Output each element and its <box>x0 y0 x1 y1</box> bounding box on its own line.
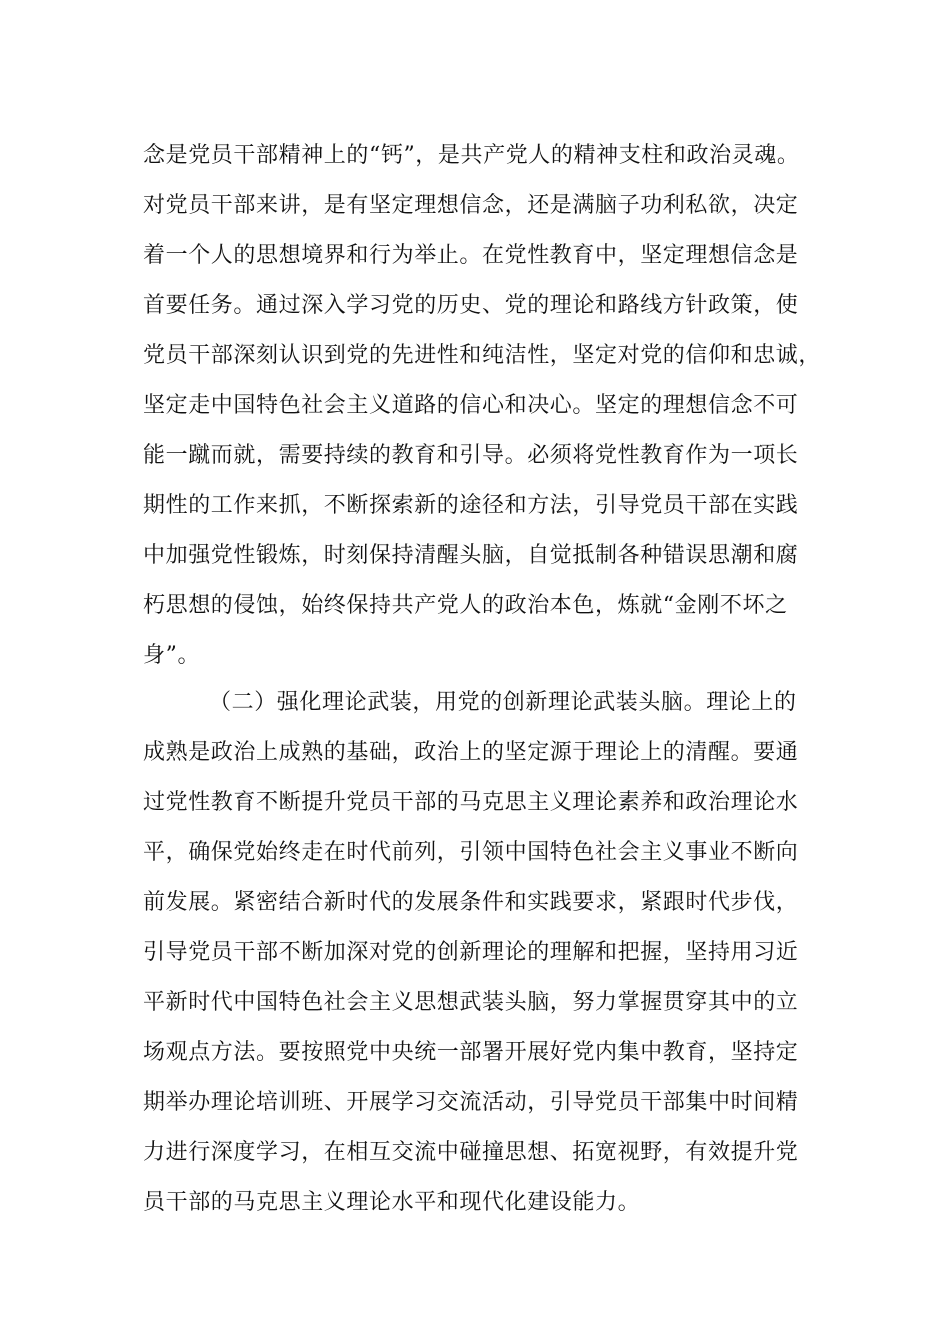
paragraph-line: 坚定走中国特色社会主义道路的信心和决心。坚定的理想信念不可 <box>143 393 799 418</box>
paragraph-line: 力进行深度学习，在相互交流中碰撞思想、拓宽视野，有效提升党 <box>143 1140 799 1165</box>
paragraph-line: 引导党员干部不断加深对党的创新理论的理解和把握，坚持用习近 <box>143 940 799 965</box>
paragraph-line: 平新时代中国特色社会主义思想武装头脑，努力掌握贯穿其中的立 <box>143 990 799 1015</box>
paragraph-line: 朽思想的侵蚀，始终保持共产党人的政治本色，炼就“金刚不坏之 <box>143 593 788 618</box>
paragraph-line: 身”。 <box>143 643 201 668</box>
paragraph-line: 对党员干部来讲，是有坚定理想信念，还是满脑子功利私欲，决定 <box>143 193 799 218</box>
paragraph-line: 期性的工作来抓，不断探索新的途径和方法，引导党员干部在实践 <box>143 493 799 518</box>
paragraph-ideals-and-beliefs <box>143 131 822 681</box>
paragraph-line: 党员干部深刻认识到党的先进性和纯洁性，坚定对党的信仰和忠诚， <box>143 343 822 368</box>
section-heading-line: （二）强化理论武装，用党的创新理论武装头脑。理论上的 <box>209 690 797 715</box>
paragraph-line: 着一个人的思想境界和行为举止。在党性教育中，坚定理想信念是 <box>143 243 799 268</box>
paragraph-line: 场观点方法。要按照党中央统一部署开展好党内集中教育，坚持定 <box>143 1040 799 1065</box>
paragraph-line: 平，确保党始终走在时代前列，引领中国特色社会主义事业不断向 <box>143 840 799 865</box>
paragraph-theoretical-armament <box>143 678 815 1228</box>
paragraph-line: 过党性教育不断提升党员干部的马克思主义理论素养和政治理论水 <box>143 790 799 815</box>
paragraph-line: 能一蹴而就，需要持续的教育和引导。必须将党性教育作为一项长 <box>143 443 799 468</box>
paragraph-line: 员干部的马克思主义理论水平和现代化建设能力。 <box>143 1190 641 1215</box>
paragraph-line: 期举办理论培训班、开展学习交流活动，引导党员干部集中时间精 <box>143 1090 799 1115</box>
paragraph-line: 成熟是政治上成熟的基础，政治上的坚定源于理论上的清醒。要通 <box>143 740 799 765</box>
paragraph-line: 念是党员干部精神上的“钙”，是共产党人的精神支柱和政治灵魂。 <box>143 143 800 168</box>
paragraph-line: 前发展。紧密结合新时代的发展条件和实践要求，紧跟时代步伐， <box>143 890 799 915</box>
paragraph-line: 首要任务。通过深入学习党的历史、党的理论和路线方针政策，使 <box>143 293 799 318</box>
paragraph-line: 中加强党性锻炼，时刻保持清醒头脑，自觉抵制各种错误思潮和腐 <box>143 543 799 568</box>
